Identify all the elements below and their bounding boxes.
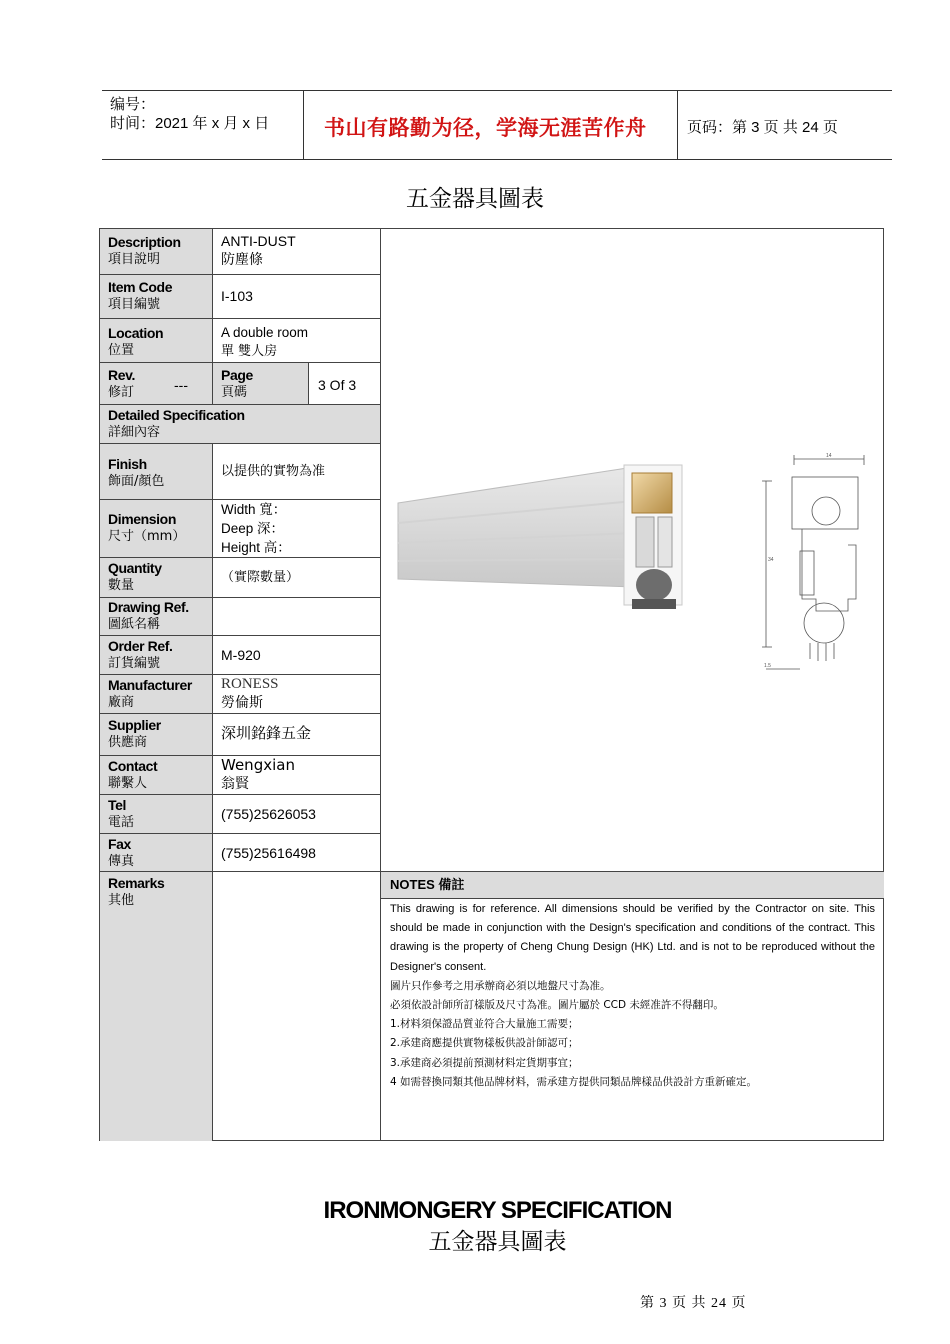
- contact-label: Contact 聯繫人: [108, 758, 158, 791]
- description-label: Description 項目說明: [108, 234, 181, 267]
- header-page-info: 页码：第 3 页 共 24 页: [687, 119, 838, 136]
- header-meta: [110, 95, 269, 133]
- document-title: 五金器具圖表: [406, 186, 544, 212]
- tel-value: (755)25626053: [221, 806, 316, 822]
- serial-label: 编号：: [110, 96, 156, 113]
- technical-drawing: [760, 451, 870, 691]
- rev-value: ---: [174, 377, 188, 393]
- finish-value: 以提供的實物為准: [221, 464, 326, 479]
- fax-label: Fax 傳真: [108, 836, 135, 869]
- dim-side-label: 34: [768, 557, 774, 563]
- footer-title-en: IRONMONGERY SPECIFICATION: [323, 1197, 672, 1224]
- item-code-label: Item Code 項目編號: [108, 279, 173, 312]
- page-value: 3 Of 3: [318, 377, 357, 393]
- dimension-width: Width 寬：: [221, 502, 287, 517]
- dimension-height: Height 高：: [221, 540, 291, 555]
- page-header: [102, 90, 892, 160]
- footer-title-zh: 五金器具圖表: [428, 1229, 567, 1255]
- manufacturer-value: RONESS 勞倫斯: [221, 676, 279, 711]
- contact-value: Wengxian 翁賢: [221, 756, 295, 792]
- notes-title: NOTES 備註: [390, 877, 465, 892]
- notes-line: 2.承建商應提供實物樣板供設計師認可；: [390, 1037, 579, 1050]
- header-motto: 书山有路勤为径，学海无涯苦作舟: [324, 116, 647, 140]
- item-code-value: I-103: [221, 288, 253, 304]
- finish-label: Finish 飾面/顏色: [108, 456, 165, 489]
- header-divider: [303, 91, 304, 159]
- remarks-label: Remarks 其他: [108, 875, 165, 908]
- notes-line: 必須依設計師所訂樣版及尺寸為准。圖片屬於 CCD 未經准許不得翻印。: [390, 999, 724, 1012]
- fax-value: (755)25616498: [221, 845, 316, 861]
- dimension-label: Dimension 尺寸（mm）: [108, 511, 186, 544]
- drawing-ref-label: Drawing Ref. 圖紙名稱: [108, 599, 189, 632]
- notes-line: 1.材料須保證品質並符合大量施工需要；: [390, 1018, 579, 1031]
- location-value: A double room 單 雙人房: [221, 325, 309, 359]
- product-photo: [396, 461, 686, 621]
- header-divider: [677, 91, 678, 159]
- supplier-value: 深圳銘鋒五金: [221, 724, 312, 742]
- dimension-deep: Deep 深：: [221, 521, 285, 536]
- page-number: 第 3 页 共 24 页: [640, 1296, 747, 1311]
- order-ref-value: M-920: [221, 647, 261, 663]
- quantity-label: Quantity 數量: [108, 560, 162, 593]
- page-label: Page 頁碼: [221, 367, 253, 400]
- dimension-values: [213, 500, 291, 557]
- notes-body: [381, 900, 884, 1092]
- order-ref-label: Order Ref. 訂貨編號: [108, 638, 173, 671]
- notes-line: 圖片只作參考之用承辦商必須以地盤尺寸為准。: [390, 979, 611, 992]
- location-label: Location 位置: [108, 325, 164, 358]
- notes-line: 3.承建商必須提前預測材料定貨期事宜；: [390, 1056, 579, 1069]
- description-value: ANTI-DUST 防塵條: [221, 233, 296, 268]
- rev-label: Rev. 修訂: [108, 367, 135, 400]
- detailed-spec-label: Detailed Specification 詳細內容: [108, 407, 245, 440]
- time-label: 时间：2021 年 x 月 x 日: [110, 115, 270, 132]
- spec-table: [99, 228, 884, 1141]
- quantity-value: （實際數量）: [221, 570, 300, 585]
- supplier-label: Supplier 供應商: [108, 717, 161, 750]
- dim-bottom-label: 1.5: [764, 663, 771, 669]
- notes-line: 4 如需替換同類其他品牌材料，需承建方提供同類品牌樣品供設計方重新確定。: [390, 1075, 758, 1088]
- manufacturer-label: Manufacturer 廠商: [108, 677, 192, 710]
- tel-label: Tel 電話: [108, 797, 135, 830]
- notes-paragraph-en: This drawing is for reference. All dimensions should be verified by the Contractor on site. This should be made in conjunction with the Design's specification and conditions of the contract. This drawing is the property of Cheng Chung Design (HK) Ltd. and is not to be reproduced without the Designer's consent.: [390, 903, 875, 973]
- dim-top-label: 14: [826, 453, 832, 459]
